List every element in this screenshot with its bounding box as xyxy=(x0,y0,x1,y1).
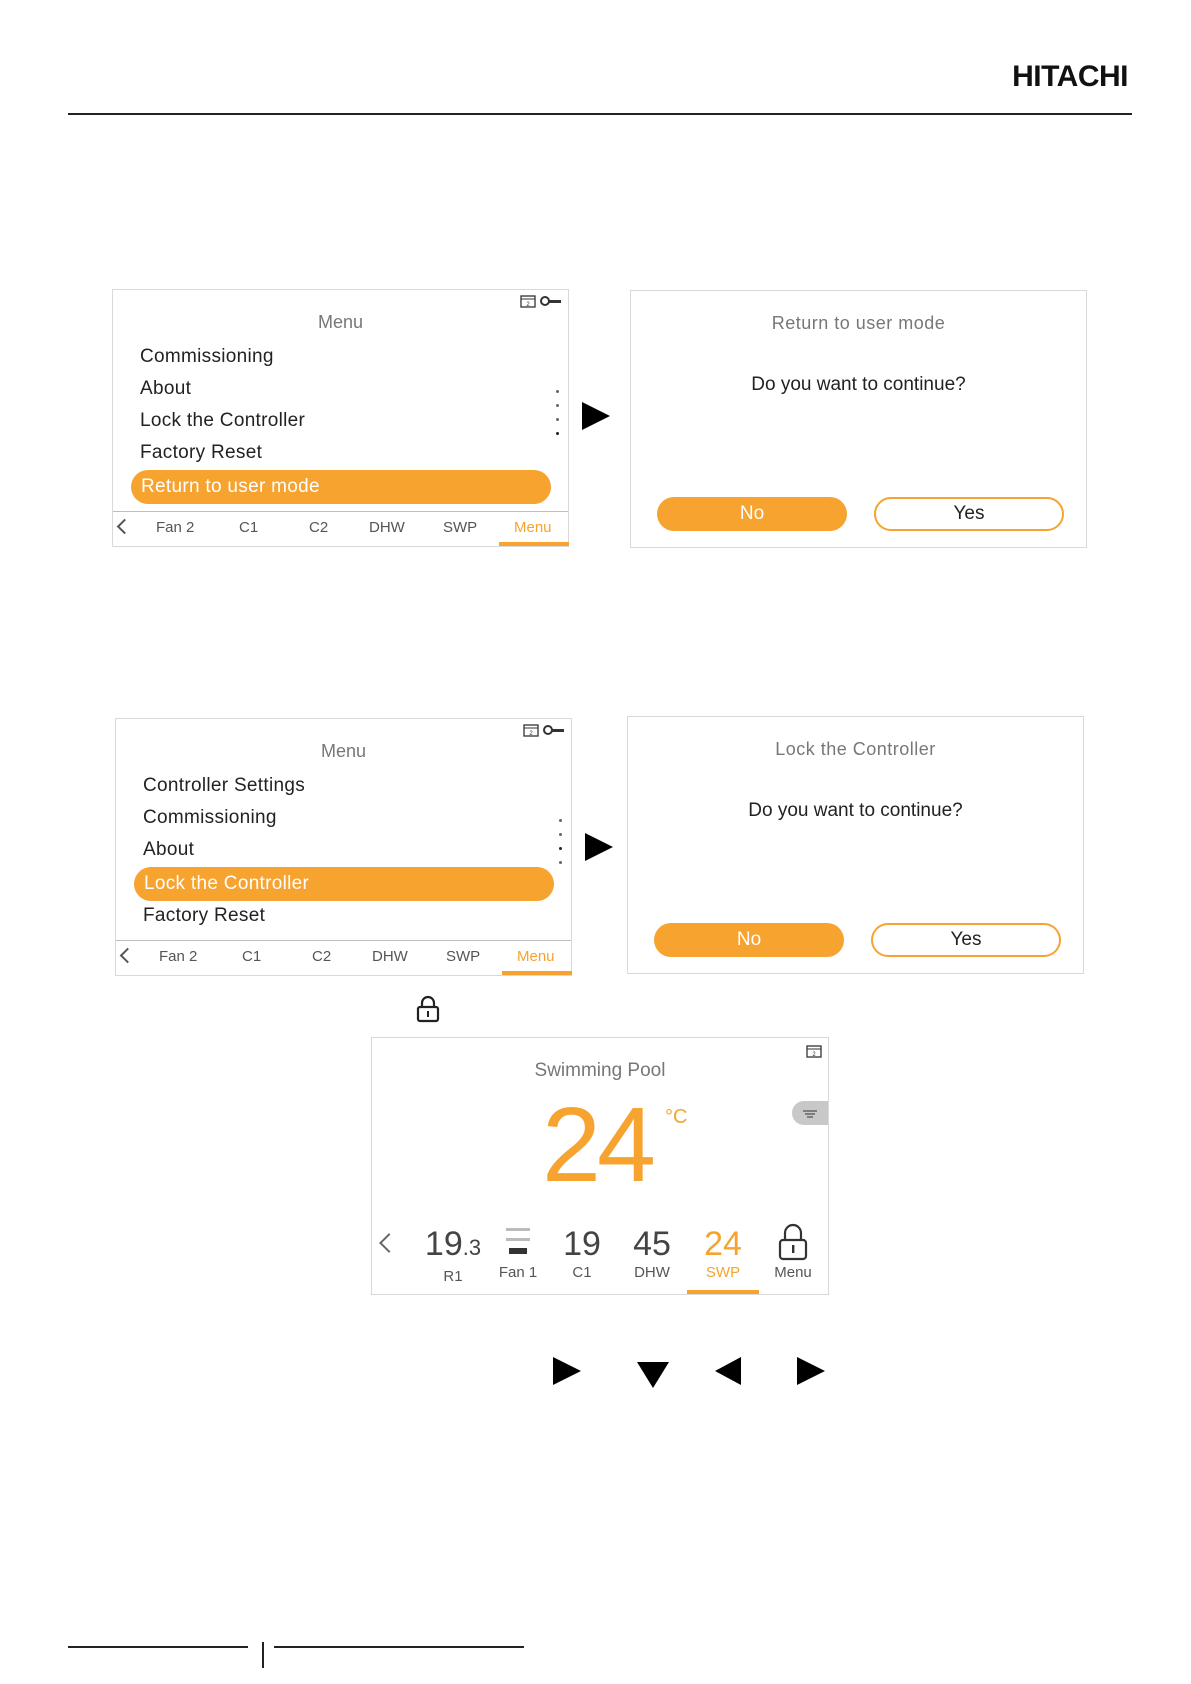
stat-value: 19 xyxy=(563,1225,601,1263)
stat-label: C1 xyxy=(572,1264,592,1281)
stat-label: R1 xyxy=(443,1268,463,1285)
pool-heater-toggle[interactable] xyxy=(792,1101,828,1125)
footer-line-left xyxy=(68,1646,248,1648)
tab-swp[interactable]: SWP xyxy=(443,519,478,536)
arrow-right-icon xyxy=(553,1357,581,1385)
menu-item-lock[interactable]: Lock the Controller xyxy=(140,410,306,431)
stat-menu[interactable] xyxy=(758,1222,828,1281)
tab-dhw[interactable]: DHW xyxy=(372,948,408,965)
dialog-question: Do you want to continue? xyxy=(748,800,963,821)
wrench-icon xyxy=(543,724,565,736)
scroll-indicator xyxy=(556,390,559,446)
tab-bar xyxy=(113,511,568,546)
stat-value: 45 xyxy=(633,1225,671,1263)
menu-item-factory-reset[interactable]: Factory Reset xyxy=(143,905,266,926)
stat-label: SWP xyxy=(705,1264,741,1281)
stat-c1[interactable] xyxy=(547,1226,617,1281)
tab-c2[interactable]: C2 xyxy=(312,948,332,965)
menu-item-factory-reset[interactable]: Factory Reset xyxy=(140,442,263,463)
active-tab-indicator xyxy=(687,1290,759,1294)
footer-line-right xyxy=(274,1646,524,1648)
svg-text:2: 2 xyxy=(812,1052,816,1058)
tab-swp[interactable]: SWP xyxy=(446,948,481,965)
tab-fan2[interactable]: Fan 2 xyxy=(156,519,195,536)
active-tab-indicator xyxy=(502,971,572,975)
temperature-unit: °C xyxy=(665,1106,688,1128)
yes-button[interactable]: Yes xyxy=(871,923,1061,957)
pool-title: Swimming Pool xyxy=(534,1060,666,1081)
menu-item-return-user-mode[interactable]: Return to user mode xyxy=(131,470,551,504)
dialog-lock-controller xyxy=(627,716,1084,974)
active-tab-indicator xyxy=(499,542,569,546)
wrench-icon xyxy=(540,295,562,307)
stat-value: 19 xyxy=(424,1225,463,1263)
menu-item-commissioning[interactable]: Commissioning xyxy=(140,346,274,367)
arrow-right-icon xyxy=(797,1357,825,1385)
svg-text:2: 2 xyxy=(529,731,533,737)
status-icons xyxy=(520,294,562,308)
dialog-question: Do you want to continue? xyxy=(751,374,966,395)
chevron-left-icon[interactable] xyxy=(120,948,136,964)
menu-screen-1 xyxy=(112,289,569,547)
chevron-left-icon[interactable] xyxy=(117,519,133,535)
tab-menu[interactable]: Menu xyxy=(514,519,552,536)
dialog-title: Lock the Controller xyxy=(775,739,936,759)
stat-value-decimal: .3 xyxy=(462,1235,482,1260)
calendar-icon xyxy=(523,723,539,737)
menu-item-controller-settings[interactable]: Controller Settings xyxy=(143,775,305,796)
calendar-icon xyxy=(520,294,536,308)
dialog-return-user-mode xyxy=(630,290,1087,548)
stat-dhw[interactable] xyxy=(617,1226,687,1281)
chevron-left-icon[interactable] xyxy=(379,1233,399,1253)
arrow-right-icon xyxy=(582,402,610,430)
tab-dhw[interactable]: DHW xyxy=(369,519,405,536)
pool-heater-icon xyxy=(800,1105,820,1121)
arrow-right-icon xyxy=(585,833,613,861)
tab-c1[interactable]: C1 xyxy=(242,948,262,965)
fan-level-icon xyxy=(503,1226,533,1260)
svg-text:2: 2 xyxy=(526,302,530,308)
menu-screen-2 xyxy=(115,718,572,976)
stat-label: Fan 1 xyxy=(498,1264,538,1281)
menu-title: Menu xyxy=(320,741,367,761)
no-button[interactable]: No xyxy=(654,923,844,957)
no-button[interactable]: No xyxy=(657,497,847,531)
stat-fan1[interactable] xyxy=(483,1226,553,1281)
dialog-title: Return to user mode xyxy=(771,313,946,333)
calendar-icon xyxy=(806,1044,822,1058)
tab-menu[interactable]: Menu xyxy=(517,948,555,965)
menu-item-commissioning[interactable]: Commissioning xyxy=(143,807,277,828)
tab-c2[interactable]: C2 xyxy=(309,519,329,536)
stat-r1[interactable] xyxy=(418,1226,488,1285)
menu-item-lock-controller[interactable]: Lock the Controller xyxy=(134,867,554,901)
stat-swp[interactable] xyxy=(688,1226,758,1281)
arrow-down-icon xyxy=(637,1362,669,1388)
tab-fan2[interactable]: Fan 2 xyxy=(159,948,198,965)
stat-label: Menu xyxy=(774,1264,812,1281)
tab-bar xyxy=(116,940,571,975)
tab-c1[interactable]: C1 xyxy=(239,519,259,536)
lock-icon xyxy=(416,995,440,1023)
brand-logo: HITACHI xyxy=(1012,60,1128,93)
scroll-indicator xyxy=(559,819,562,875)
arrow-left-icon xyxy=(715,1357,741,1385)
swimming-pool-screen xyxy=(371,1037,829,1295)
footer-separator xyxy=(262,1642,264,1668)
stat-label: DHW xyxy=(634,1264,670,1281)
stat-value: 24 xyxy=(704,1225,742,1263)
menu-item-about[interactable]: About xyxy=(140,378,192,399)
menu-item-about[interactable]: About xyxy=(143,839,195,860)
yes-button[interactable]: Yes xyxy=(874,497,1064,531)
status-icons xyxy=(523,723,565,737)
lock-icon xyxy=(776,1222,810,1262)
header-divider xyxy=(68,113,1132,115)
menu-title: Menu xyxy=(317,312,364,332)
setpoint-temperature[interactable]: 24 xyxy=(542,1086,652,1204)
